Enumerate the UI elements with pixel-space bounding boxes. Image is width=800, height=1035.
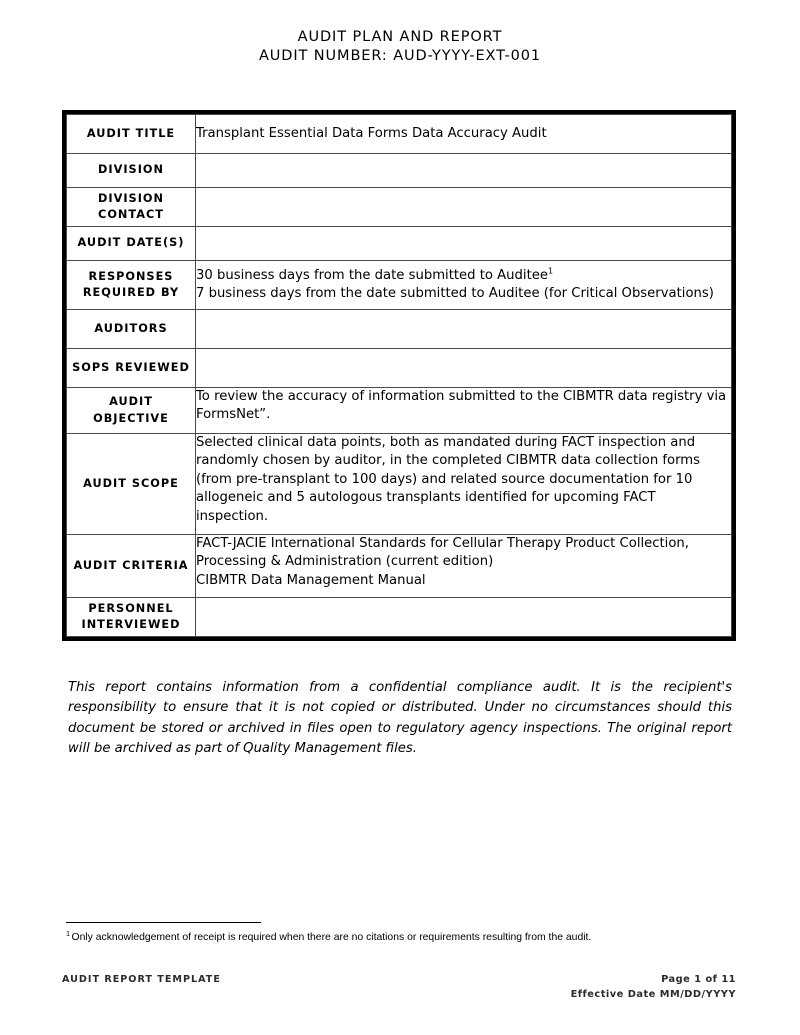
- audit-number: AUDIT NUMBER: AUD-YYYY-EXT-001: [258, 48, 542, 65]
- footnote-marker: 1: [547, 266, 554, 276]
- row-label-line-1: AUDIT: [109, 395, 153, 409]
- response-deadline-critical: 7 business days from the date submitted to Auditee (for Critical Observations): [196, 286, 714, 301]
- row-value-division-contact[interactable]: [196, 188, 732, 227]
- page-number: Page 1 of 11: [661, 974, 736, 985]
- table-row: [67, 227, 732, 261]
- table-row: [67, 434, 732, 535]
- row-label-division: DIVISION: [67, 154, 196, 188]
- confidentiality-statement: This report contains information from a confidential compliance audit. It is the recipient's responsibility to ensure that it is not copied or distributed. Under no circumstances should this document be stored or archived in files open to regulatory agency inspections. The original report will be archived as part of Quality Management files.: [68, 680, 732, 757]
- row-label-responses-required-by: [67, 261, 196, 310]
- row-label-sops-reviewed: SOPS REVIEWED: [67, 349, 196, 388]
- row-label-audit-criteria: AUDIT CRITERIA: [67, 535, 196, 598]
- row-label-line-2: INTERVIEWED: [81, 618, 181, 631]
- response-deadline-standard-text: 30 business days from the date submitted to Auditee: [196, 267, 548, 283]
- row-label-line-2: CONTACT: [98, 208, 164, 221]
- footnote-number: 1: [66, 928, 70, 938]
- row-value-audit-scope[interactable]: Selected clinical data points, both as mandated during FACT inspection and randomly chosen by auditor, in the completed CIBMTR data collection forms (from pre-transplant to 100 days) and related source documentation for 10 allogeneic and 5 autologous transplants identified for upcoming FACT inspection.: [196, 434, 732, 535]
- effective-date: Effective Date MM/DD/YYYY: [570, 989, 736, 1001]
- row-label-line-1: RESPONSES: [88, 269, 174, 283]
- row-label-auditors: AUDITORS: [67, 310, 196, 349]
- table-row: [67, 535, 732, 598]
- audit-info-table-frame: [62, 110, 736, 641]
- audit-info-table-inner-frame: [65, 113, 733, 638]
- row-value-audit-objective[interactable]: To review the accuracy of information submitted to the CIBMTR data registry via FormsNet”.: [196, 388, 732, 434]
- row-label-audit-objective: [67, 388, 196, 434]
- row-label-audit-scope: AUDIT SCOPE: [67, 434, 196, 535]
- row-value-sops-reviewed[interactable]: [196, 349, 732, 388]
- row-value-division[interactable]: [196, 154, 732, 188]
- row-label-division-contact: [67, 188, 196, 227]
- footer-template-name: AUDIT REPORT TEMPLATE: [62, 974, 221, 985]
- audit-info-table: [66, 114, 732, 637]
- row-value-personnel-interviewed[interactable]: [196, 598, 732, 637]
- row-label-line-1: DIVISION: [98, 191, 164, 205]
- page-footer: [62, 972, 736, 1002]
- row-label-audit-dates: AUDIT DATE(S): [67, 227, 196, 261]
- table-row: [67, 349, 732, 388]
- audit-criteria-manual: CIBMTR Data Management Manual: [196, 572, 426, 588]
- audit-criteria-standard: FACT-JACIE International Standards for Cellular Therapy Product Collection, Processing & Administration (current edition): [196, 536, 689, 570]
- footer-meta: [571, 972, 736, 1002]
- row-value-audit-title[interactable]: Transplant Essential Data Forms Data Accuracy Audit: [196, 115, 732, 154]
- row-label-line-1: PERSONNEL: [88, 601, 174, 615]
- table-row: [67, 115, 732, 154]
- row-value-audit-dates[interactable]: [196, 227, 732, 261]
- row-value-responses-required-by[interactable]: [196, 261, 732, 310]
- table-row: [67, 310, 732, 349]
- document-title: AUDIT PLAN AND REPORT: [297, 29, 503, 45]
- row-label-audit-title: AUDIT TITLE: [67, 115, 196, 154]
- response-deadline-standard: [196, 267, 731, 285]
- footnote-separator-rule: [66, 922, 261, 923]
- table-row: [67, 388, 732, 434]
- row-value-auditors[interactable]: [196, 310, 732, 349]
- table-row: [67, 261, 732, 310]
- table-row: [67, 154, 732, 188]
- footnote: [66, 928, 736, 945]
- table-row: [67, 188, 732, 227]
- row-label-line-2: OBJECTIVE: [93, 411, 169, 425]
- row-label-line-2: REQUIRED BY: [82, 286, 180, 299]
- document-header: [0, 28, 800, 66]
- table-row: [67, 598, 732, 637]
- row-value-audit-criteria[interactable]: [196, 535, 732, 598]
- footnote-text: Only acknowledgement of receipt is required when there are no citations or requirements resulting from the audit.: [71, 932, 592, 943]
- row-label-personnel-interviewed: [67, 598, 196, 637]
